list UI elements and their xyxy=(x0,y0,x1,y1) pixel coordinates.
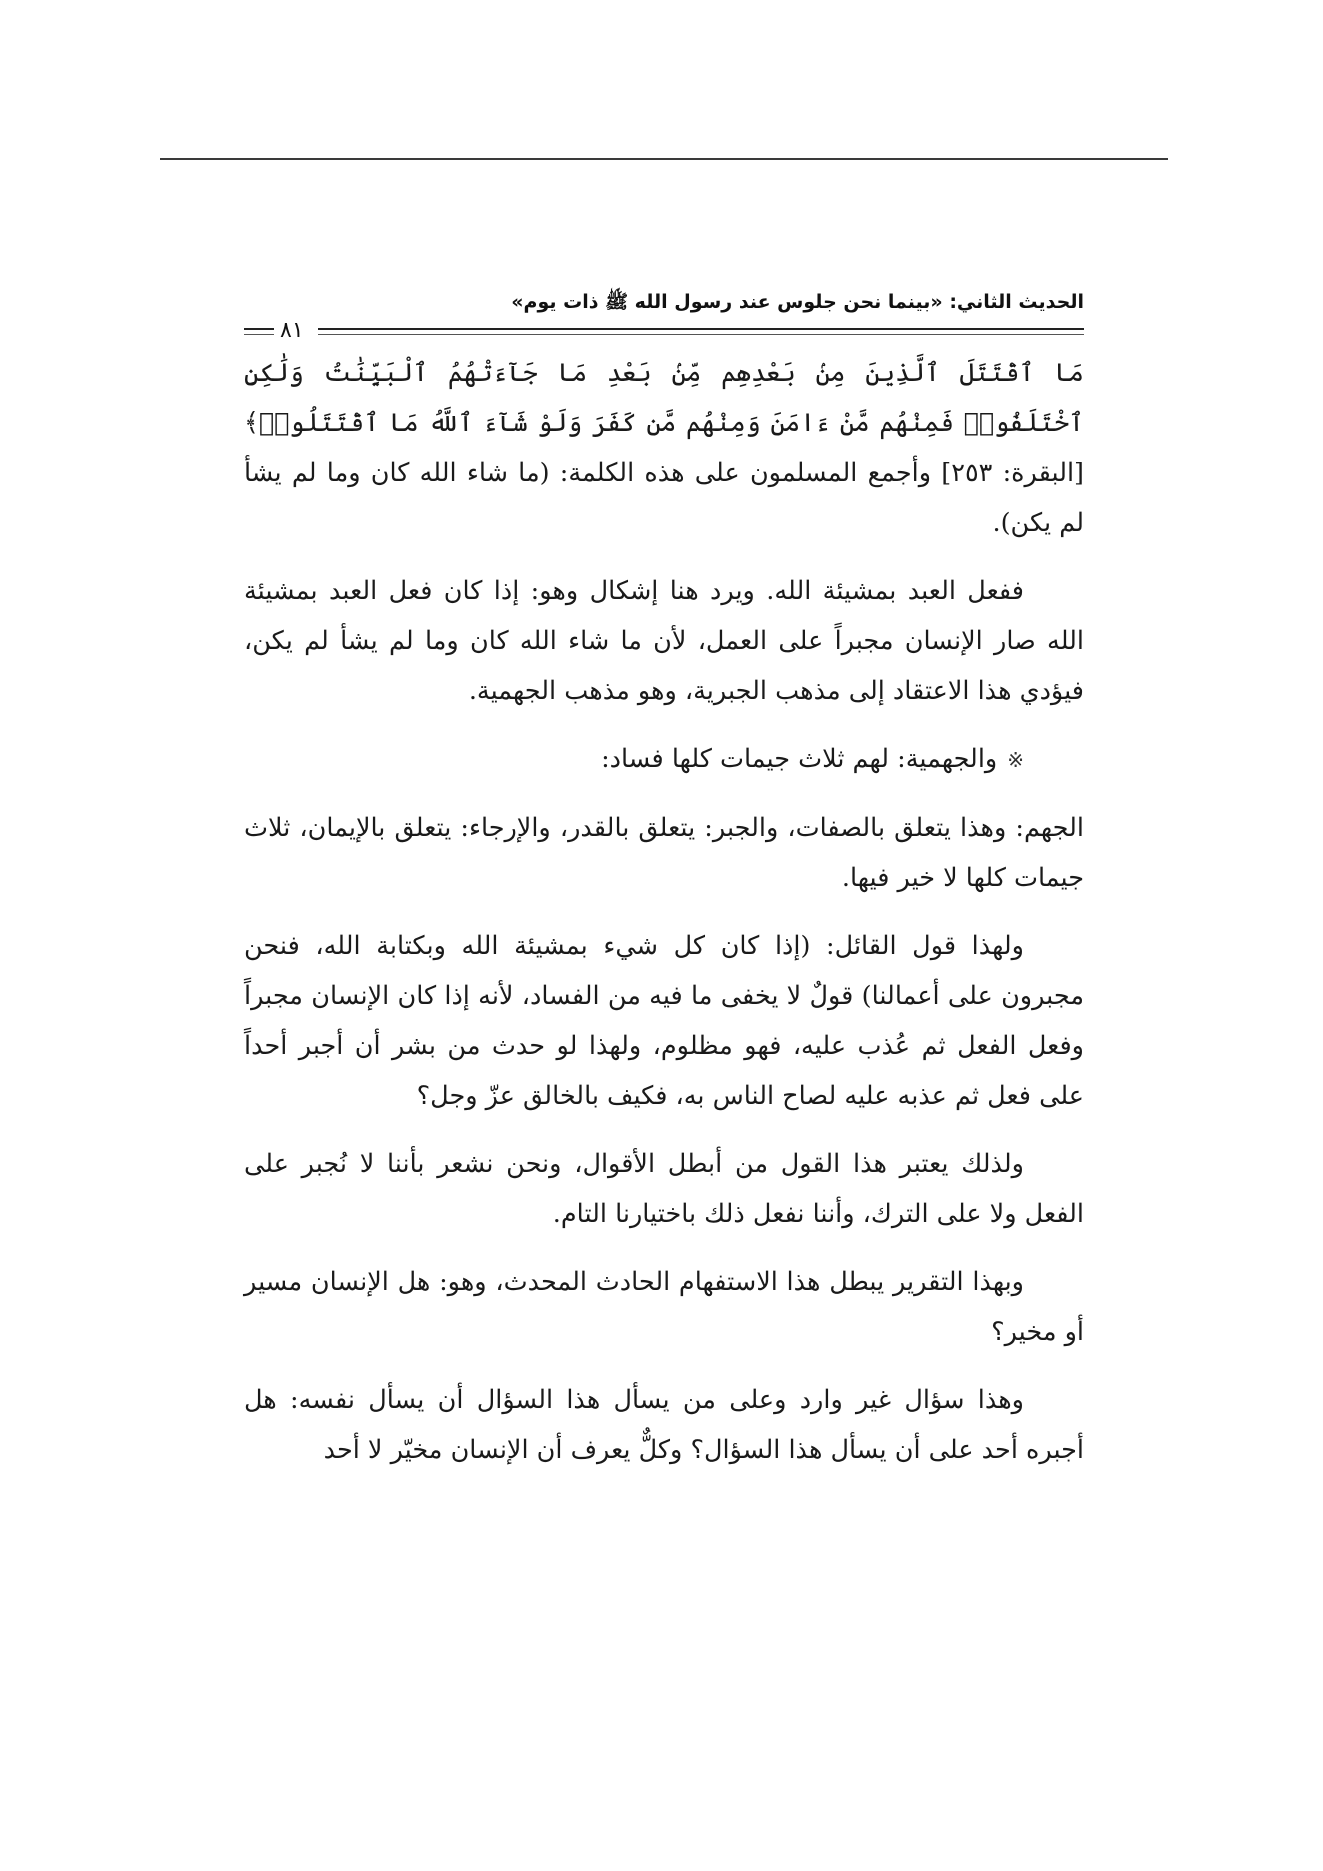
paragraph-2-text: والجهمية: لهم ثلاث جيمات كلها فساد: xyxy=(601,744,998,774)
quran-continuation: وأجمع المسلمون على هذه الكلمة: (ما شاء الله كان وما لم يشأ لم يكن). xyxy=(244,458,1084,538)
page-number: ٨١ xyxy=(280,318,304,343)
paragraph-3: الجهم: وهذا يتعلق بالصفات، والجبر: يتعلق بالقدر، والإرجاء: يتعلق بالإيمان، ثلاث جيمات كلها لا خير فيها. xyxy=(244,813,1084,893)
top-divider-line xyxy=(160,158,1168,160)
paragraph-4: ولهذا قول القائل: (إذا كان كل شيء بمشيئة الله وبكتابة الله، فنحن مجبرون على أعمالنا) قولٌ لا يخفى ما فيه من الفساد، لأنه إذا كان الإنسان مجبراً وفعل الفعل ثم عُذب عليه، فهو مظلوم، ولهذا لو حدث من بشر أن أجبر أحداً على فعل ثم عذبه عليه لصاح الناس به، فكيف بالخالق عزّ وجل؟ xyxy=(244,931,1084,1111)
paragraph-6: وبهذا التقرير يبطل هذا الاستفهام الحادث المحدث، وهو: هل الإنسان مسير أو مخير؟ xyxy=(244,1267,1084,1347)
paragraph-1: ففعل العبد بمشيئة الله. ويرد هنا إشكال وهو: إذا كان فعل العبد بمشيئة الله صار الإنسان مجبراً على العمل، لأن ما شاء الله كان وما لم يشأ لم يكن، فيؤدي هذا الاعتقاد إلى مذهب الجبرية، وهو مذهب الجهمية. xyxy=(244,576,1084,706)
quran-paragraph xyxy=(244,348,1084,548)
header-rule xyxy=(244,320,1084,342)
paragraph-5: ولذلك يعتبر هذا القول من أبطل الأقوال، ونحن نشعر بأننا لا نُجبر على الفعل ولا على الترك، وأننا نفعل ذلك باختيارنا التام. xyxy=(244,1149,1084,1229)
quran-citation: [البقرة: ٢٥٣] xyxy=(931,458,1085,488)
running-title: الحديث الثاني: «بينما نحن جلوس عند رسول الله ﷺ ذات يوم» xyxy=(511,291,1084,313)
header-rule-bar xyxy=(318,328,1084,335)
book-page xyxy=(244,292,1084,1475)
asterisk-icon: ※ xyxy=(1007,748,1024,772)
paragraph-2 xyxy=(244,734,1084,785)
header-rule-end-bar xyxy=(244,328,274,335)
quran-verse: مَا ٱقْتَتَلَ ٱلَّذِينَ مِنۢ بَعْدِهِم مِّنۢ بَعْدِ مَا جَآءَتْهُمُ ٱلْبَيِّنَٰتُ وَلَٰكِنِ ٱخْتَلَفُوا۟ فَمِنْهُم مَّنْ ءَامَنَ وَمِنْهُم مَّن كَفَرَ وَلَوْ شَآءَ ٱللَّهُ مَا ٱقْتَتَلُوا۟﴾ xyxy=(244,358,1084,438)
running-header xyxy=(244,292,1084,318)
paragraph-7: وهذا سؤال غير وارد وعلى من يسأل هذا السؤال أن يسأل نفسه: هل أجبره أحد على أن يسأل هذا السؤال؟ وكلٌّ يعرف أن الإنسان مخيّر لا أحد xyxy=(244,1385,1084,1465)
